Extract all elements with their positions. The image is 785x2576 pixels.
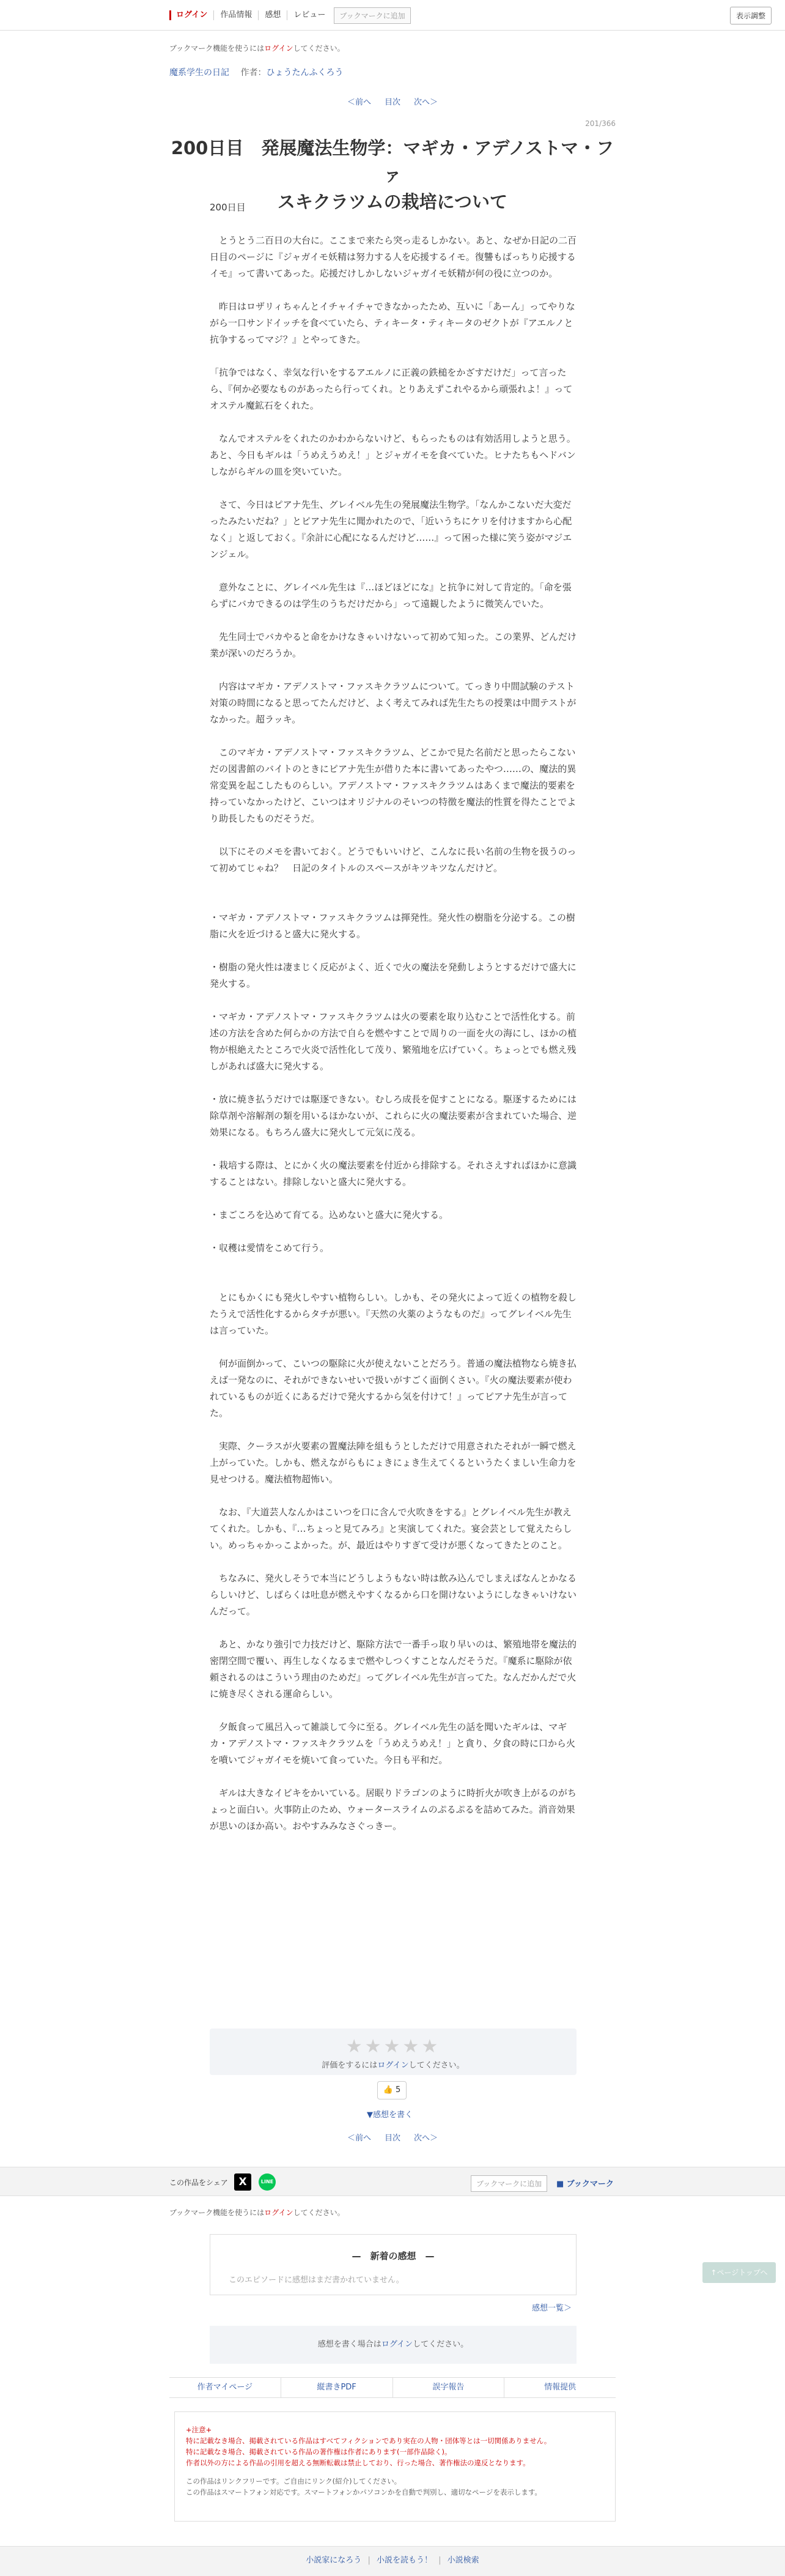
write-impression-suffix: してください。: [413, 2340, 469, 2349]
separator: |: [438, 2556, 441, 2565]
bookmark-notice-suffix: してください。: [293, 2208, 345, 2217]
memo-item: ・マギカ・アデノストマ・ファスキクラツムは火の要素を取り込むことで活性化する。前述の方法を含めた何らかの方法で自らを燃やすことで周りの一面を火の海にし、ほかの植物が根絶えたところで火炎で活性化して茂り、繁殖地を広げていく。ちょっとでも燃え残しがあれば盛大に発火する。: [210, 1011, 577, 1072]
bottom-pager: [169, 2131, 616, 2143]
body-paragraph: 先生同士でバカやると命をかけなきゃいけないって初めて知った。この業界、どんだけ業が深いのだろうか。: [210, 631, 577, 659]
notice-link-free: この作品はリンクフリーです。ご自由にリンク(紹介)してください。: [186, 2477, 402, 2485]
memo-item: ・樹脂の発火性は凄まじく反応がよく、近くで火の魔法を発動しようとするだけで盛大に発火する。: [210, 962, 577, 989]
notice-smartphone: この作品はスマートフォン対応です。スマートフォンかパソコンかを自動で判別し、適切なページを表示します。: [186, 2488, 542, 2496]
bookmark-notice-login-link[interactable]: ログイン: [264, 44, 293, 53]
write-impression-box: [210, 2326, 577, 2364]
login-link[interactable]: ログイン: [169, 10, 214, 20]
episode-title-line1: 200日目 発展魔法生物学：マギカ・アデノストマ・ファ: [171, 138, 614, 185]
narou-link[interactable]: 小説家になろう: [306, 2556, 362, 2565]
x-share-icon[interactable]: X: [234, 2173, 251, 2191]
page-top-button[interactable]: ↑ページトップへ: [702, 2262, 776, 2283]
notice-header: +注意+: [186, 2426, 212, 2434]
series-title-link[interactable]: 魔系学生の日記: [169, 68, 229, 78]
notice-reprint: 作者以外の方による作品の引用を超える無断転載は禁止しており、行った場合、著作権法の違反となります。: [186, 2459, 530, 2467]
episode-number: 201/366: [585, 119, 616, 128]
footer-links: [169, 2377, 616, 2398]
body-paragraph: 200日目: [210, 202, 246, 213]
author-label: 作者：: [240, 68, 267, 78]
review-link[interactable]: レビュー: [293, 10, 326, 20]
body-paragraph: なんでオステルをくれたのかわからないけど、もらったものは有効活用しようと思う。あと、今日もギルは「うめえうめえ！」とジャガイモを食べていた。ヒナたちもヘドバンしながらギルの皿を突いていた。: [210, 433, 576, 477]
thumbs-up-icon: 👍: [383, 2085, 393, 2095]
notice-box: [174, 2411, 616, 2522]
work-info-link[interactable]: 作品情報: [214, 10, 259, 20]
typo-report-link[interactable]: 誤字報告: [393, 2378, 505, 2397]
rating-stars[interactable]: ★★★★★: [345, 2036, 441, 2057]
body-paragraph: なお、『大道芸人なんかはこいつを口に含んで火吹きをする』とグレイベル先生が教えてくれた。しかも、『…ちょっと見てみろ』と実演してくれた。宴会芸として覚えたらしい。めっちゃかっこよかった。が、最近はやりすぎて受けが悪くなってきたとのこと。: [210, 1507, 572, 1551]
body-paragraph: 「抗争ではなく、幸気な行いをするアエルノに正義の鉄槌をかざすだけだ」って言ったら、『何か必要なものがあったら行ってくれ。とりあえずこれやるから頑張れよ！』ってオステル魔鉱石をくれた。: [210, 367, 573, 411]
body-paragraph: ギルは大きなイビキをかいている。居眠りドラゴンのように時折火が吹き上がるのがちょっと面白い。火事防止のため、ウォータースライムのぷるぷるを詰めてみた。消音効果が思いのほか高い。おやすみみなさぐっきー。: [210, 1787, 577, 1832]
info-report-link[interactable]: 情報提供: [544, 2383, 577, 2392]
like-button[interactable]: [377, 2081, 407, 2099]
write-impression-login-link[interactable]: ログイン: [381, 2340, 413, 2349]
vertical-pdf-link[interactable]: 縦書きPDF: [281, 2378, 393, 2397]
impressions-empty-text: このエピソードに感想はまだ書かれていません。: [229, 2276, 404, 2285]
bookmark-notice-prefix: ブックマーク機能を使うには: [169, 44, 265, 53]
memo-item: ・収穫は愛情をこめて行う。: [210, 1242, 330, 1253]
body-paragraph: ちなみに、発火しそうで本当にどうしようもない時は飲み込んでしまえばなんとかなるらしいけど、しばらくは吐息が燃えやすくなるから口を開けないようにしなきゃいけないんだって。: [210, 1573, 577, 1617]
body-paragraph: 何が面倒かって、こいつの駆除に火が使えないことだろう。普通の魔法植物なら焼き払えば一発なのに、それができないせいで扱いがすごく面倒くさい。『火の魔法要素が使われているものが近くにあるだけで発火するから気を付けて！』ってピアナ先生が言ってた。: [210, 1358, 577, 1419]
bookmark-add-button[interactable]: ブックマークに追加: [334, 7, 410, 24]
memo-item: ・放に焼き払うだけでは駆逐できない。むしろ成長を促すことになる。駆逐するためには除草剤や溶解剤の類を用いるほかないが、これらに火の魔法要素が含まれていた場合、逆効果になる。もちろん盛大に発火して元気に茂る。: [210, 1094, 577, 1138]
body-paragraph: 内容はマギカ・アデノストマ・ファスキクラツムについて。てっきり中間試験のテスト対策の時間になると思ってたんだけど、よく考えてみれば先生たちの授業は中間テストがなかった。超ラッキ。: [210, 681, 577, 725]
novel-search-link[interactable]: 小説検索: [447, 2556, 479, 2565]
body-paragraph: とうとう二百日の大台に。ここまで来たら突っ走るしかない。あと、なぜか日記の二百日目のページに『ジャガイモ妖精は努力する人を応援するイモ。復讐もばっちり応援するイモ』って書いてあった。応援だけしかしないジャガイモ妖精が何の役に立つのか。: [210, 235, 577, 279]
bookmark-notice-suffix: してください。: [293, 44, 345, 53]
rating-notice-prefix: 評価をするには: [322, 2061, 378, 2070]
line-share-icon[interactable]: LINE: [259, 2173, 276, 2191]
prev-link[interactable]: ＜前へ: [347, 98, 371, 107]
write-impression-prefix: 感想を書く場合は: [317, 2340, 381, 2349]
memo-item: ・栽培する際は、とにかく火の魔法要素を付近から排除する。それさえすればほかに意識することはない。排除しないと盛大に発火する。: [210, 1160, 577, 1187]
toc-link[interactable]: 目次: [384, 98, 400, 107]
share-label: この作品をシェア: [169, 2178, 228, 2187]
bookmark-link[interactable]: ■ ブックマーク: [556, 2180, 614, 2189]
memo-item: ・まごころを込めて育てる。込めないと盛大に発火する。: [210, 1209, 449, 1220]
bottom-bar: [0, 2546, 785, 2576]
bookmark-notice: [169, 43, 616, 53]
body-paragraph: 夕飯食って風呂入って雑談して今に至る。グレイベル先生の話を聞いたギルは、マギカ・アデノストマ・ファスキクラツムを「うめえうめえ！」と貪り、夕食の時に口から火を噴いてジャガイモを焼いて食っていた。今日も平和だ。: [210, 1721, 575, 1765]
rating-login-link[interactable]: ログイン: [377, 2061, 409, 2070]
next-link[interactable]: 次へ＞: [414, 2134, 438, 2143]
episode-title-line2: スキクラツムの栽培について: [277, 191, 508, 212]
author-link[interactable]: ひょうたんふくろう: [266, 68, 344, 78]
body-paragraph: 昨日はロザリィちゃんとイチャイチャできなかったため、互いに「あーん」ってやりながら一口サンドイッチを食べていたら、ティキータ・ティキータのゼクトが『アエルノと抗争するってマジ？』とやってきた。: [210, 301, 575, 345]
bookmark-notice-login-link[interactable]: ログイン: [264, 2208, 293, 2217]
work-meta: [169, 66, 616, 78]
body-paragraph: このマギカ・アデノストマ・ファスキクラツム、どこかで見た名前だと思ったらこないだの図書館のバイトのときにピアナ先生が借りた本に書いてあったやつ……の、魔法的異常変異を起こしたものらしい。アデノストマ・ファスキクラツムはあくまで魔法的要素を持っていなかったけど、こいつはオリジナルのそいつの特徴を魔法的性質を得たことでより助長したものだそうだ。: [210, 747, 577, 824]
impressions-link[interactable]: 感想: [259, 10, 287, 20]
author-mypage-link[interactable]: 作者マイページ: [169, 2378, 281, 2397]
bookmark-notice: [169, 2207, 616, 2218]
body-paragraph: あと、かなり強引で力技だけど、駆除方法で一番手っ取り早いのは、繁殖地帯を魔法的密閉空間で覆い、再生しなくなるまで燃やしつくすことなんだそうだ。『魔系に駆除が依頼されるのはこういう理由のためだ』ってグレイベル先生が言ってた。なんだかんだで火に焼き尽くされる運命らしい。: [210, 1639, 577, 1699]
share-bar: [0, 2167, 785, 2196]
prev-link[interactable]: ＜前へ: [347, 2134, 371, 2143]
new-impressions-box: [210, 2234, 577, 2295]
rating-notice-suffix: してください。: [408, 2061, 465, 2070]
rating-box: [210, 2029, 577, 2075]
top-bar: [0, 0, 785, 31]
top-nav: [169, 6, 411, 24]
like-count: 5: [396, 2085, 401, 2095]
body-paragraph: とにもかくにも発火しやすい植物らしい。しかも、その発火によって近くの植物を殺したうえで活性化するからタチが悪い。『天然の火薬のようなものだ』ってグレイベル先生は言っていた。: [210, 1292, 577, 1336]
next-link[interactable]: 次へ＞: [414, 98, 438, 107]
bookmark-notice-prefix: ブックマーク機能を使うには: [169, 2208, 265, 2217]
episode-body: [210, 199, 577, 1851]
write-impression-toggle[interactable]: ▼感想を書く: [367, 2110, 413, 2120]
body-paragraph: 意外なことに、グレイベル先生は『…ほどほどにな』と抗争に対して肯定的。「命を張らずにバカできるのは学生のうちだけだから」って遠観したように微笑んでいた。: [210, 582, 572, 609]
top-pager: [169, 95, 616, 107]
separator: |: [367, 2556, 370, 2565]
memo-item: ・マギカ・アデノストマ・ファスキクラツムは揮発性。発火性の樹脂を分泌する。この樹脂に火を近づけると盛大に発火する。: [210, 912, 575, 940]
impressions-list-link[interactable]: 感想一覧＞: [532, 2304, 572, 2313]
notice-copyright: 特に記載なき場合、掲載されている作品の著作権は作者にあります(一部作品除く)。: [186, 2448, 452, 2456]
display-settings-button[interactable]: 表示調整: [730, 7, 772, 24]
notice-fiction: 特に記載なき場合、掲載されている作品はすべてフィクションであり実在の人物・団体等とは一切関係ありません。: [186, 2437, 551, 2445]
yomou-link[interactable]: 小説を読もう！: [376, 2556, 432, 2565]
rating-notice: [210, 2058, 577, 2070]
bookmark-add-button[interactable]: ブックマークに追加: [471, 2175, 547, 2192]
body-paragraph: さて、今日はピアナ先生、グレイベル先生の発展魔法生物学。「なんかこないだ大変だったみたいだね？」とピアナ先生に聞かれたので、「近いうちにケリを付けますから心配なく」と返しておく。『余計に心配になるんだけど……』って困った様に笑う姿がマジエンジェル。: [210, 499, 572, 560]
body-paragraph: 以下にそのメモを書いておく。どうでもいいけど、こんなに長い名前の生物を扱うのって初めてじゃね？ 日記のタイトルのスペースがキツキツなんだけど。: [210, 846, 577, 874]
body-paragraph: 実際、クーラスが火要素の置魔法陣を組もうとしただけで用意されたそれが一瞬で燃え上がっていた。しかも、燃えながらもにょきにょき生えてくるというたくましい生命力を見せつける。魔法植物超怖い。: [210, 1441, 577, 1485]
new-impressions-title: — 新着の感想 —: [352, 2251, 435, 2262]
toc-link[interactable]: 目次: [384, 2134, 400, 2143]
